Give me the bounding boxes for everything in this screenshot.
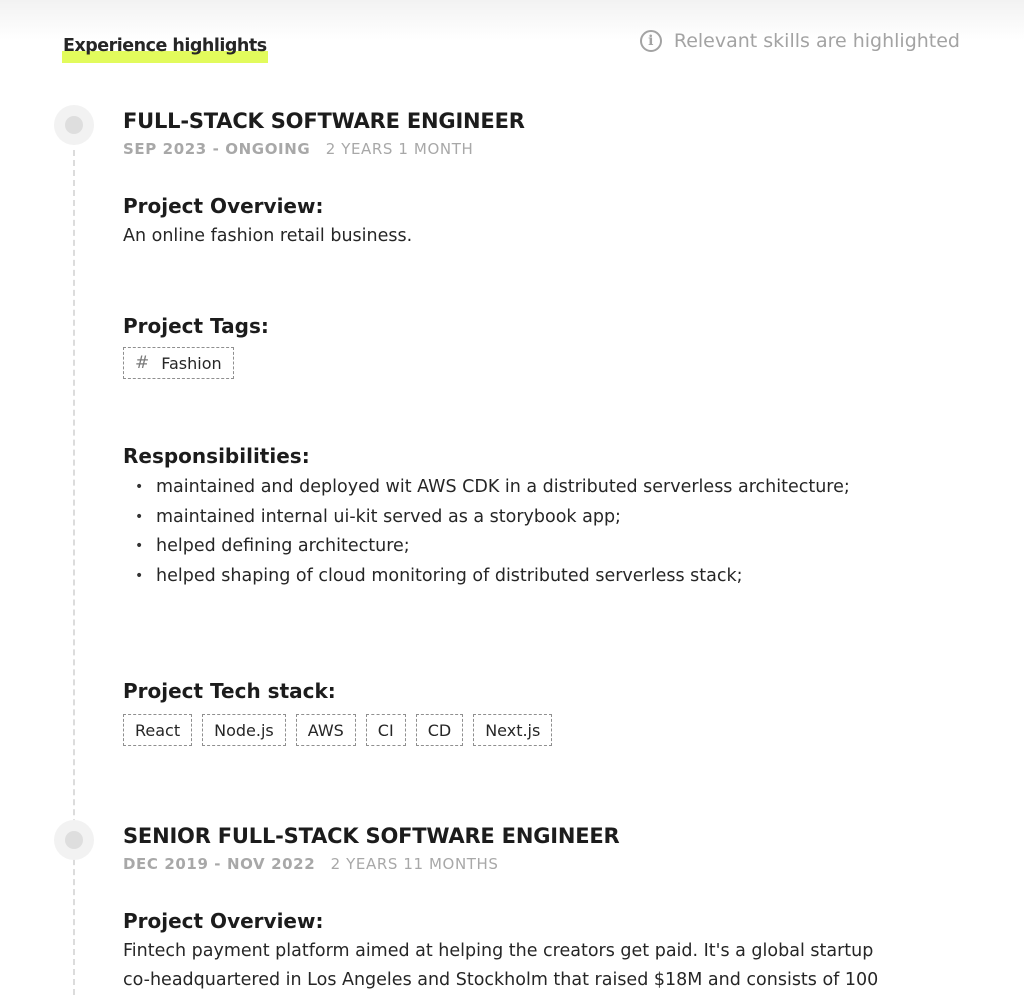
- page-title: [62, 24, 268, 61]
- tech-tag[interactable]: AWS: [296, 714, 356, 746]
- hint-text: Relevant skills are highlighted: [673, 30, 960, 52]
- title-wrap: [62, 24, 268, 61]
- job-entry: [123, 108, 983, 746]
- tag-fashion[interactable]: [123, 347, 234, 379]
- header: [0, 0, 1024, 80]
- overview-heading: Project Overview:: [123, 194, 324, 218]
- overview-text-line: Fintech payment platform aimed at helping the creators get paid. It's a global startup: [123, 941, 874, 961]
- responsibilities-heading: Responsibilities:: [123, 444, 310, 468]
- tech-tag[interactable]: Node.js: [202, 714, 286, 746]
- date-range: SEP 2023 - ONGOING: [123, 140, 311, 158]
- list-item: • helped defining architecture;: [123, 532, 983, 562]
- list-item: • helped shaping of cloud monitoring of distributed serverless stack;: [123, 562, 983, 592]
- hash-icon: #: [135, 353, 150, 373]
- timeline-dot-2: [54, 820, 94, 860]
- overview-heading: Project Overview:: [123, 909, 324, 933]
- responsibilities-list: [123, 473, 983, 591]
- tech-stack-list: [123, 714, 983, 746]
- tech-tag[interactable]: React: [123, 714, 192, 746]
- job-entry: [123, 823, 983, 995]
- tech-heading: Project Tech stack:: [123, 679, 336, 703]
- list-item: • maintained and deployed wit AWS CDK in a distributed serverless architecture;: [123, 473, 983, 503]
- tech-tag[interactable]: CD: [416, 714, 464, 746]
- job-title: SENIOR FULL-STACK SOFTWARE ENGINEER: [123, 824, 620, 848]
- info-icon: i: [640, 30, 662, 52]
- duration: 2 YEARS 1 MONTH: [325, 140, 474, 158]
- overview-text-line: co-headquartered in Los Angeles and Stockholm that raised $18M and consists of 100: [123, 970, 879, 990]
- tag-label: Fashion: [161, 353, 222, 373]
- tech-tag[interactable]: Next.js: [473, 714, 552, 746]
- job-dates: [123, 140, 983, 158]
- skills-hint: [640, 30, 960, 52]
- list-item: • maintained internal ui-kit served as a storybook app;: [123, 503, 983, 533]
- job-dates: [123, 855, 983, 873]
- page-title-text: Experience highlights: [63, 36, 267, 56]
- date-range: DEC 2019 - NOV 2022: [123, 855, 316, 873]
- timeline-dot-1: [54, 105, 94, 145]
- tags-heading: Project Tags:: [123, 314, 269, 338]
- duration: 2 YEARS 11 MONTHS: [330, 855, 499, 873]
- overview-text: An online fashion retail business.: [123, 226, 413, 246]
- tag-list: [123, 347, 983, 379]
- tech-tag[interactable]: CI: [366, 714, 406, 746]
- timeline-line: [73, 150, 75, 995]
- job-title: FULL-STACK SOFTWARE ENGINEER: [123, 109, 525, 133]
